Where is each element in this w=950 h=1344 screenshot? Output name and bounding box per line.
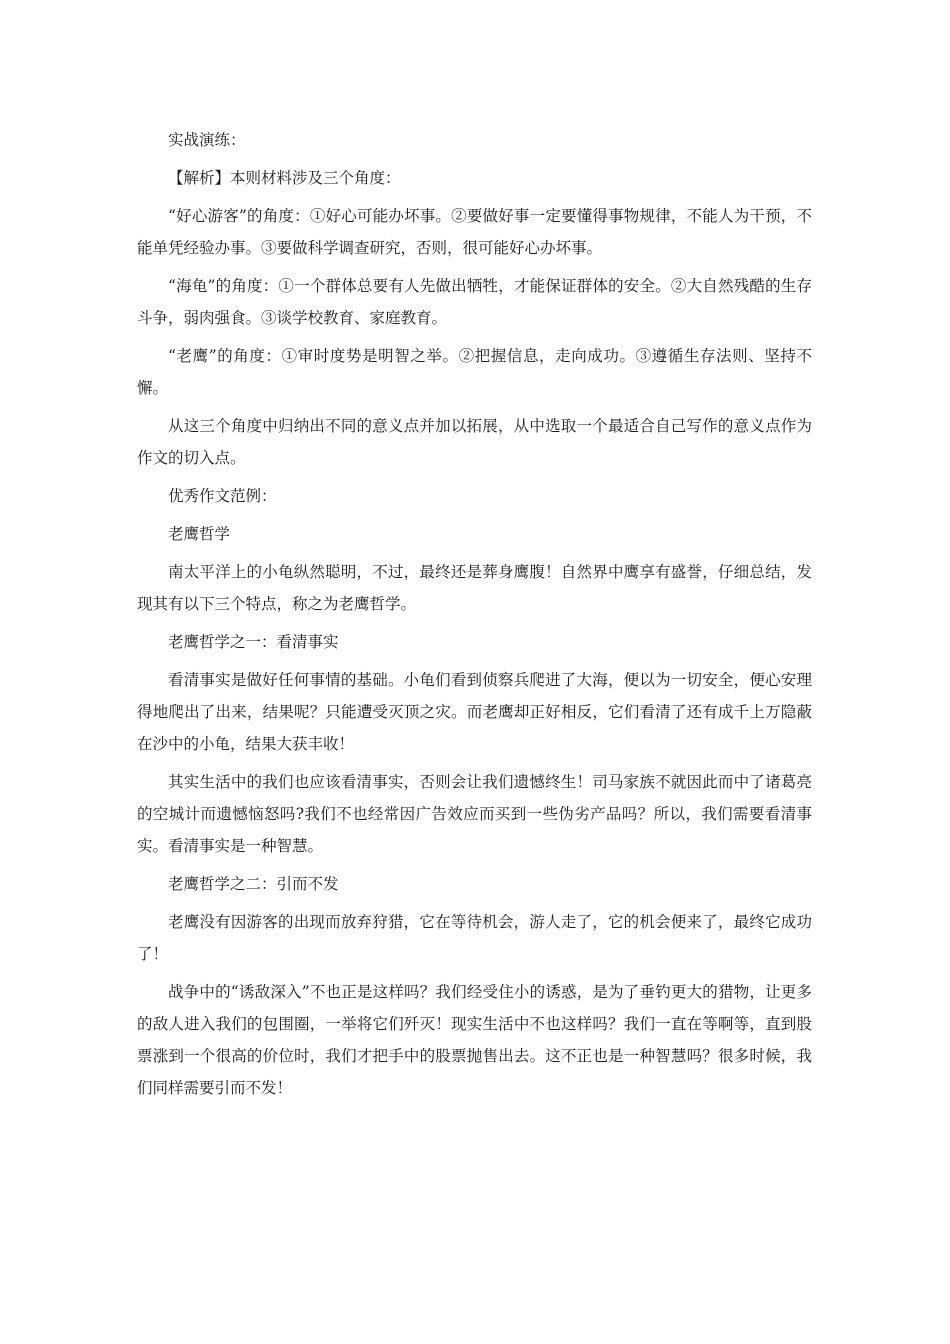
essay-subheading-1: 老鹰哲学之一：看清事实 [168, 633, 339, 651]
angle-tourist: “好心游客”的角度：①好心可能办坏事。②要做好事一定要懂得事物规律，不能人为干预，不能单凭经验办事。③要做科学调查研究，否则，很可能好心办坏事。 [137, 207, 812, 257]
essay-paragraph: 看清事实是做好任何事情的基础。小龟们看到侦察兵爬进了大海，便以为一切安全，便心安理得地爬出了出来，结果呢？只能遭受灭顶之灾。而老鹰却正好相反，它们看清了还有成千上万隐蔽在沙中的小龟，结果大获丰收！ [137, 671, 812, 753]
analysis-summary: 从这三个角度中归纳出不同的意义点并加以拓展，从中选取一个最适合自己写作的意义点作为作文的切入点。 [137, 417, 812, 467]
angle-turtle: “海龟”的角度：①一个群体总要有人先做出牺牲，才能保证群体的安全。②大自然残酷的生存斗争，弱肉强食。③谈学校教育、家庭教育。 [137, 277, 812, 327]
angle-eagle: “老鹰”的角度：①审时度势是明智之举。②把握信息，走向成功。③遵循生存法则、坚持不懈。 [137, 347, 812, 397]
essay-title: 老鹰哲学 [168, 525, 231, 543]
section-label-practice: 实战演练： [168, 131, 246, 149]
essay-paragraph: 战争中的“诱敌深入”不也正是这样吗？我们经受住小的诱惑，是为了垂钓更大的猎物，让更多的敌人进入我们的包围圈，一举将它们歼灭！现实生活中不也这样吗？我们一直在等啊等，直到股票涨到一个很高的价位时，我们才把手中的股票抛售出去。这不正也是一种智慧吗？很多时候，我们同样需要引而不发！ [137, 983, 812, 1097]
section-label-example: 优秀作文范例： [168, 487, 277, 505]
essay-paragraph: 其实生活中的我们也应该看清事实，否则会让我们遗憾终生！司马家族不就因此而中了诸葛亮的空城计而遗憾恼怒吗?我们不也经常因广告效应而买到一些伪劣产品吗？所以，我们需要看清事实。看清事实是一种智慧。 [137, 773, 812, 855]
essay-paragraph: 南太平洋上的小龟纵然聪明，不过，最终还是葬身鹰腹！自然界中鹰享有盛誉，仔细总结，发现其有以下三个特点，称之为老鹰哲学。 [137, 563, 812, 613]
essay-subheading-2: 老鹰哲学之二：引而不发 [168, 875, 339, 893]
document-body [137, 124, 812, 1110]
essay-paragraph: 老鹰没有因游客的出现而放弃狩猎，它在等待机会，游人走了，它的机会便来了，最终它成功了！ [137, 913, 812, 963]
analysis-intro: 【解析】本则材料涉及三个角度： [168, 169, 401, 187]
